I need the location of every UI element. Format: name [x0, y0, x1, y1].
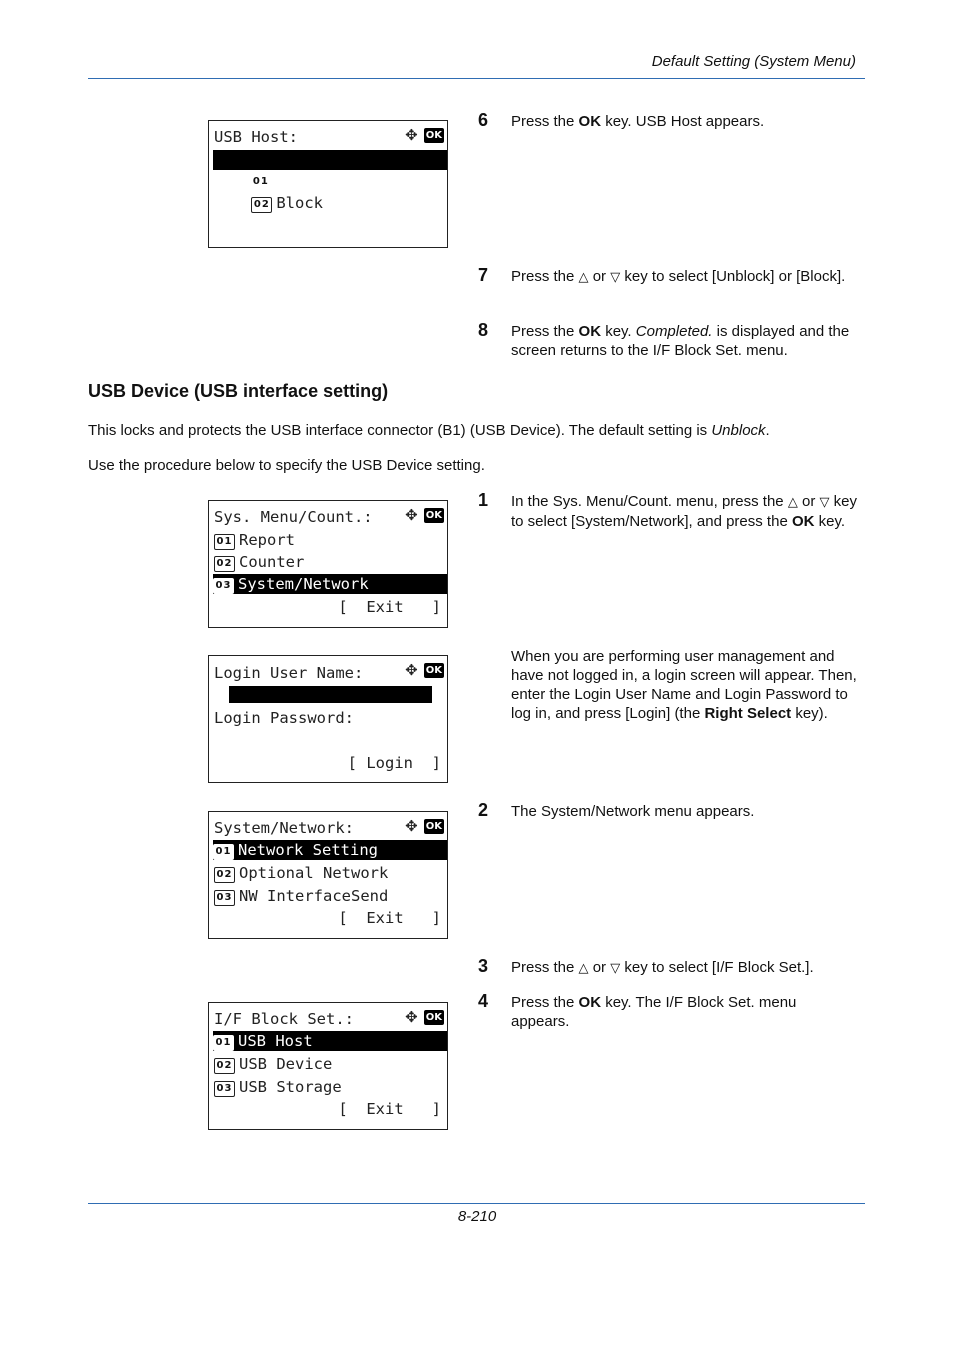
- four-way-arrow-icon: ✥: [405, 816, 418, 835]
- lcd-system-network: [208, 811, 448, 939]
- lcd-login-user-label: Login User Name:: [214, 664, 364, 682]
- lcd-icons: [405, 1009, 444, 1025]
- number-badge-icon: 02: [214, 1058, 235, 1074]
- down-arrow-icon: ▽: [610, 270, 621, 285]
- lcd-usb-host: [208, 120, 448, 248]
- lcd-item-block: [214, 173, 447, 212]
- lcd-icons: [405, 127, 444, 143]
- four-way-arrow-icon: ✥: [405, 125, 418, 144]
- step-3-text: Press the △ or ▽ key to select [I/F Block Set.].: [511, 959, 814, 976]
- login-user-name-field: [229, 686, 432, 703]
- ok-icon: OK: [425, 1011, 442, 1023]
- step-4-number: 4: [478, 991, 489, 1011]
- lcd-item-optional-network: 02 Optional Network: [214, 863, 447, 883]
- four-way-arrow-icon: ✥: [405, 1007, 418, 1026]
- step-8-number: 8: [478, 320, 489, 340]
- number-badge-icon: 03: [214, 890, 235, 906]
- lcd-item-label: Block: [276, 194, 323, 212]
- number-badge-icon: 03: [213, 578, 234, 594]
- step-8-text: Press the OK key. Completed. is displayed and the screen returns to the I/F Block Set. menu.: [511, 323, 850, 359]
- down-arrow-icon: ▽: [819, 495, 830, 510]
- up-arrow-icon: △: [787, 495, 798, 510]
- step-2-text: The System/Network menu appears.: [511, 803, 755, 820]
- lcd-item-nw-interfacesend: 03 NW InterfaceSend: [214, 886, 447, 906]
- up-arrow-icon: △: [578, 961, 589, 976]
- lcd-item-usb-device: 02 USB Device: [214, 1054, 447, 1074]
- section-paragraph-1: This locks and protects the USB interface connector (B1) (USB Device). The default setting is Unblock.: [88, 422, 770, 439]
- lcd-title: Sys. Menu/Count.:: [214, 508, 373, 526]
- lcd-item-network-setting: 01 Network Setting: [213, 840, 447, 860]
- lcd-item-counter: 02 Counter: [214, 552, 447, 572]
- section-title: USB Device (USB interface setting): [88, 381, 389, 401]
- step-3-number: 3: [478, 956, 489, 976]
- step-4-text: Press the OK key. The I/F Block Set. menu appears.: [511, 994, 797, 1030]
- ok-icon: OK: [425, 509, 442, 521]
- lcd-login: [208, 655, 448, 783]
- login-note-text: When you are performing user management and have not logged in, a login screen will appear. Then, enter the Login User Name and Login Password to log in, and press [Login] (the Right Select key).: [511, 648, 857, 722]
- step-6-number: 6: [478, 110, 489, 130]
- lcd-softkey-login: [ Login ]: [347, 754, 441, 772]
- lcd-title: I/F Block Set.:: [214, 1010, 354, 1028]
- lcd-item-report: 01 Report: [214, 530, 447, 550]
- ok-icon: OK: [425, 129, 442, 141]
- step-6-text: Press the OK key. USB Host appears.: [511, 113, 765, 130]
- number-badge-icon: 02: [214, 867, 235, 883]
- page-number: 8-210: [457, 1208, 497, 1225]
- header-rule: [88, 78, 865, 79]
- number-badge-icon: 01: [213, 844, 234, 860]
- lcd-login-password-label: Login Password:: [214, 709, 354, 727]
- number-badge-icon: 01: [214, 534, 235, 550]
- four-way-arrow-icon: ✥: [405, 505, 418, 524]
- lcd-icons: [405, 818, 444, 834]
- lcd-item-unblock: [213, 150, 447, 189]
- lcd-sys-menu: [208, 500, 448, 628]
- lcd-softkey-exit: [ Exit ]: [338, 909, 441, 927]
- number-badge-icon: 01: [250, 174, 271, 190]
- lcd-softkey-exit: [ Exit ]: [338, 1100, 441, 1118]
- four-way-arrow-icon: ✥: [405, 660, 418, 679]
- step-7-text: Press the △ or ▽ key to select [Unblock] or [Block].: [511, 268, 846, 285]
- lcd-item-label: *Unblock: [275, 171, 350, 189]
- lcd-item-usb-host: 01 USB Host: [213, 1031, 447, 1051]
- lcd-icons: [405, 662, 444, 678]
- lcd-title: System/Network:: [214, 819, 354, 837]
- lcd-icons: [405, 507, 444, 523]
- ok-icon: OK: [425, 664, 442, 676]
- step-1-number: 1: [478, 490, 489, 510]
- number-badge-icon: 01: [213, 1035, 234, 1051]
- lcd-item-system-network: 03 System/Network: [213, 574, 447, 594]
- number-badge-icon: 02: [251, 197, 272, 213]
- up-arrow-icon: △: [578, 270, 589, 285]
- number-badge-icon: 02: [214, 556, 235, 572]
- number-badge-icon: 03: [214, 1081, 235, 1097]
- section-paragraph-2: Use the procedure below to specify the USB Device setting.: [88, 457, 485, 474]
- ok-icon: OK: [425, 820, 442, 832]
- footer-rule: [88, 1203, 865, 1204]
- lcd-title: USB Host:: [214, 128, 298, 146]
- down-arrow-icon: ▽: [610, 961, 621, 976]
- step-1-text: In the Sys. Menu/Count. menu, press the △ or ▽ key to select [System/Network], and press the OK key.: [511, 493, 858, 530]
- lcd-item-usb-storage: 03 USB Storage: [214, 1077, 447, 1097]
- step-2-number: 2: [478, 800, 489, 820]
- lcd-if-block-set: [208, 1002, 448, 1130]
- lcd-softkey-exit: [ Exit ]: [338, 598, 441, 616]
- page-header-title: Default Setting (System Menu): [651, 53, 856, 70]
- step-7-number: 7: [478, 265, 489, 285]
